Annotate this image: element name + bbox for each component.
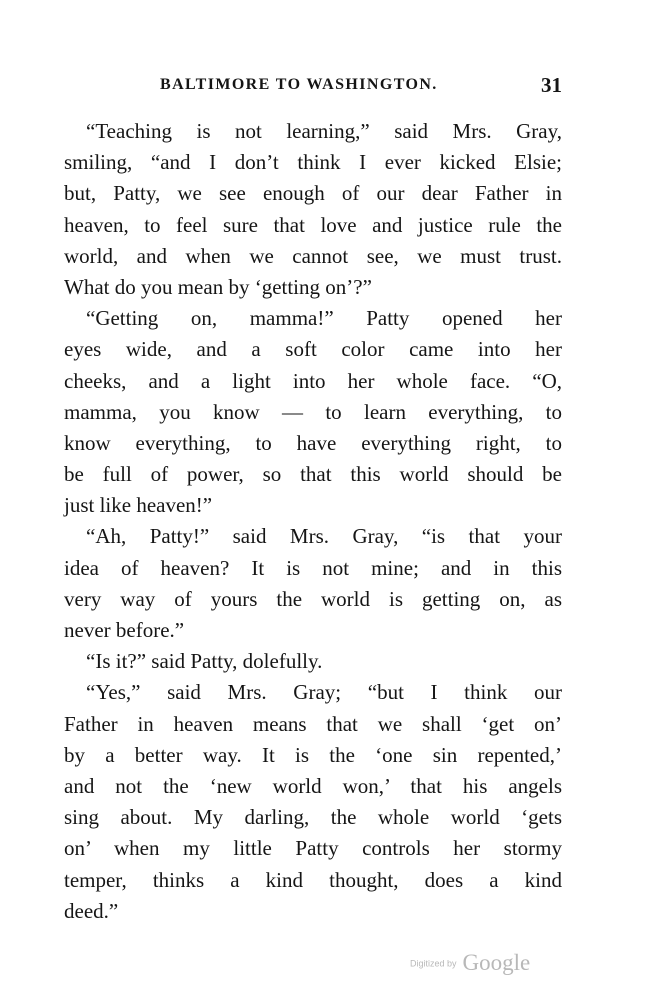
text-line: mamma, you know — to learn everything, to	[64, 399, 562, 424]
text-line: by a better way. It is the ‘one sin repented,’	[64, 742, 562, 767]
text-line: “Ah, Patty!” said Mrs. Gray, “is that your	[86, 524, 562, 549]
digitized-label: Digitized by	[410, 958, 457, 969]
digitized-watermark	[410, 948, 530, 978]
text-line: sing about. My darling, the whole world ‘gets	[64, 805, 562, 830]
text-line: temper, thinks a kind thought, does a kind	[64, 867, 562, 892]
text-line: What do you mean by ‘getting on’?”	[64, 274, 372, 299]
running-head	[64, 73, 562, 100]
text-line: Father in heaven means that we shall ‘get on’	[64, 711, 562, 736]
text-line: “Getting on, mamma!” Patty opened her	[86, 306, 562, 331]
text-line: deed.”	[64, 898, 119, 923]
body-text	[64, 116, 562, 927]
page-number: 31	[541, 73, 562, 97]
text-line: be full of power, so that this world should be	[64, 462, 562, 487]
text-line: just like heaven!”	[64, 493, 213, 518]
text-line: “Yes,” said Mrs. Gray; “but I think our	[86, 680, 562, 705]
text-line: but, Patty, we see enough of our dear Father in	[64, 181, 562, 206]
text-line: and not the ‘new world won,’ that his angels	[64, 773, 562, 798]
google-watermark: Google	[462, 950, 531, 976]
text-line: cheeks, and a light into her whole face. “O,	[64, 368, 562, 393]
text-line: eyes wide, and a soft color came into her	[64, 337, 562, 362]
text-line: never before.”	[64, 618, 185, 642]
text-line: know everything, to have everything right, to	[64, 430, 562, 455]
running-title: BALTIMORE TO WASHINGTON.	[160, 76, 438, 93]
text-line: idea of heaven? It is not mine; and in this	[64, 555, 562, 580]
text-line: very way of yours the world is getting on, as	[64, 586, 562, 611]
text-line: smiling, “and I don’t think I ever kicked Elsie;	[64, 150, 562, 175]
text-line: world, and when we cannot see, we must trust.	[64, 243, 562, 268]
text-line: “Is it?” said Patty, dolefully.	[86, 649, 323, 674]
text-line: on’ when my little Patty controls her stormy	[64, 836, 562, 861]
text-line: “Teaching is not learning,” said Mrs. Gray,	[86, 119, 562, 143]
text-line: heaven, to feel sure that love and justice rule the	[64, 212, 562, 237]
